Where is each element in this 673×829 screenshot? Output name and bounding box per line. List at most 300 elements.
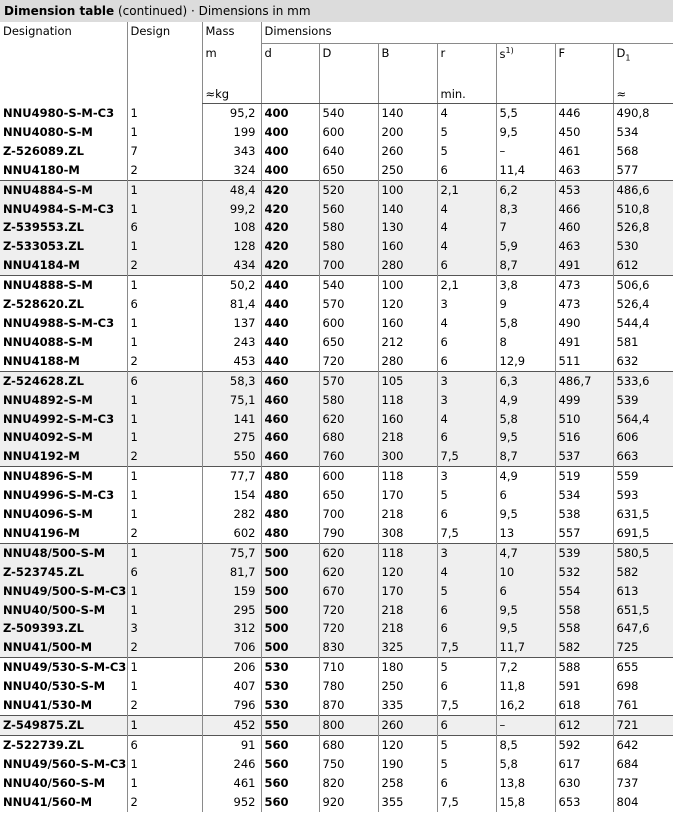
cell-F: 473 [555,276,613,295]
cell-d: 560 [261,735,319,754]
header-mass-sub [202,44,261,104]
table-row [0,256,673,275]
cell-F: 591 [555,677,613,696]
cell-B: 120 [378,295,437,314]
cell-design: 2 [127,447,202,466]
cell-d: 460 [261,428,319,447]
table-row [0,716,673,736]
header-dimensions: Dimensions [261,22,673,44]
cell-s: 8,7 [496,447,555,466]
cell-B: 105 [378,371,437,390]
cell-s: 11,8 [496,677,555,696]
cell-D: 720 [319,601,378,620]
cell-F: 463 [555,237,613,256]
cell-D: 750 [319,755,378,774]
cell-B: 160 [378,237,437,256]
cell-designation: NNU4180-M [0,161,127,180]
cell-B: 212 [378,333,437,352]
cell-s: 4,9 [496,391,555,410]
header-D1 [613,44,673,104]
cell-D: 570 [319,295,378,314]
cell-D1: 582 [613,563,673,582]
cell-designation: NNU49/560-S-M-C3 [0,755,127,774]
cell-F: 557 [555,524,613,543]
cell-designation: NNU48/500-S-M [0,543,127,562]
cell-r: 5 [437,486,496,505]
cell-s: 9,5 [496,428,555,447]
table-row [0,428,673,447]
cell-D1: 647,6 [613,619,673,638]
cell-D: 790 [319,524,378,543]
cell-B: 140 [378,200,437,219]
cell-r: 7,5 [437,447,496,466]
cell-designation: NNU4980-S-M-C3 [0,104,127,123]
cell-r: 6 [437,256,496,275]
cell-s: 5,8 [496,755,555,774]
cell-B: 250 [378,161,437,180]
header-r-label: r [440,46,446,60]
cell-design: 1 [127,237,202,256]
cell-designation: NNU4896-S-M [0,467,127,486]
cell-s: 8 [496,333,555,352]
header-mass: Mass [202,22,261,44]
table-row [0,333,673,352]
cell-D1: 577 [613,161,673,180]
table-row [0,658,673,677]
cell-design: 1 [127,467,202,486]
cell-F: 618 [555,696,613,715]
cell-mass: 434 [202,256,261,275]
cell-s: 7,2 [496,658,555,677]
cell-design: 1 [127,658,202,677]
cell-d: 480 [261,486,319,505]
cell-designation: Z-509393.ZL [0,619,127,638]
table-row [0,391,673,410]
cell-r: 4 [437,314,496,333]
cell-designation: NNU4996-S-M-C3 [0,486,127,505]
cell-r: 7,5 [437,638,496,657]
cell-r: 6 [437,428,496,447]
header-D [319,44,378,104]
cell-D1: 506,6 [613,276,673,295]
cell-designation: NNU40/530-S-M [0,677,127,696]
cell-designation: NNU4092-S-M [0,428,127,447]
cell-F: 558 [555,619,613,638]
cell-D1: 612 [613,256,673,275]
cell-design: 1 [127,314,202,333]
table-row [0,314,673,333]
cell-designation: Z-528620.ZL [0,295,127,314]
cell-F: 558 [555,601,613,620]
cell-r: 6 [437,352,496,371]
cell-B: 218 [378,428,437,447]
cell-F: 491 [555,256,613,275]
cell-design: 1 [127,543,202,562]
cell-design: 2 [127,696,202,715]
cell-d: 420 [261,218,319,237]
cell-D1: 490,8 [613,104,673,123]
cell-D1: 663 [613,447,673,466]
cell-d: 460 [261,371,319,390]
cell-r: 4 [437,218,496,237]
cell-design: 6 [127,371,202,390]
cell-d: 480 [261,505,319,524]
cell-design: 7 [127,142,202,161]
cell-mass: 108 [202,218,261,237]
cell-design: 1 [127,123,202,142]
cell-d: 500 [261,601,319,620]
cell-d: 480 [261,524,319,543]
cell-D: 620 [319,410,378,429]
cell-designation: NNU4992-S-M-C3 [0,410,127,429]
cell-B: 100 [378,180,437,199]
cell-designation: NNU4984-S-M-C3 [0,200,127,219]
cell-B: 120 [378,735,437,754]
cell-D1: 804 [613,793,673,812]
cell-mass: 81,4 [202,295,261,314]
cell-F: 519 [555,467,613,486]
cell-mass: 453 [202,352,261,371]
table-title [0,0,673,22]
cell-design: 6 [127,735,202,754]
cell-D: 720 [319,619,378,638]
table-row [0,123,673,142]
header-B [378,44,437,104]
cell-design: 1 [127,333,202,352]
table-row [0,601,673,620]
cell-B: 280 [378,352,437,371]
cell-design: 2 [127,524,202,543]
cell-mass: 295 [202,601,261,620]
cell-mass: 75,1 [202,391,261,410]
cell-mass: 246 [202,755,261,774]
cell-r: 6 [437,716,496,736]
cell-D: 700 [319,505,378,524]
header-designation: Designation [3,24,72,38]
cell-r: 3 [437,391,496,410]
cell-mass: 48,4 [202,180,261,199]
dimension-table [0,22,673,812]
cell-s: 12,9 [496,352,555,371]
cell-d: 440 [261,333,319,352]
table-title-rest: (continued) · Dimensions in mm [114,4,311,18]
cell-D1: 642 [613,735,673,754]
cell-design: 2 [127,352,202,371]
cell-D: 540 [319,104,378,123]
header-r [437,44,496,104]
cell-D: 780 [319,677,378,696]
table-row [0,237,673,256]
table-row [0,295,673,314]
table-row [0,735,673,754]
cell-s: – [496,716,555,736]
cell-D: 650 [319,161,378,180]
cell-designation: Z-526089.ZL [0,142,127,161]
cell-r: 5 [437,658,496,677]
table-row [0,543,673,562]
cell-B: 118 [378,543,437,562]
table-body [0,104,673,812]
header-s-symbol: s [499,46,506,61]
table-row [0,582,673,601]
cell-s: 3,8 [496,276,555,295]
cell-designation: NNU41/530-M [0,696,127,715]
cell-mass: 50,2 [202,276,261,295]
table-row [0,104,673,123]
cell-r: 3 [437,371,496,390]
cell-D1: 606 [613,428,673,447]
cell-D: 670 [319,582,378,601]
cell-designation: Z-523745.ZL [0,563,127,582]
cell-F: 450 [555,123,613,142]
table-row [0,371,673,390]
cell-design: 1 [127,410,202,429]
cell-mass: 343 [202,142,261,161]
table-row [0,563,673,582]
cell-D1: 526,4 [613,295,673,314]
cell-designation: NNU49/530-S-M-C3 [0,658,127,677]
cell-design: 1 [127,104,202,123]
cell-D: 620 [319,563,378,582]
table-row [0,793,673,812]
cell-D1: 510,8 [613,200,673,219]
cell-s: 8,7 [496,256,555,275]
cell-r: 6 [437,161,496,180]
cell-designation: NNU4988-S-M-C3 [0,314,127,333]
table-row [0,677,673,696]
cell-s: 4,9 [496,467,555,486]
header-F-label: F [558,46,566,60]
cell-d: 460 [261,410,319,429]
cell-design: 1 [127,200,202,219]
cell-D1: 631,5 [613,505,673,524]
cell-D: 520 [319,180,378,199]
cell-D: 540 [319,276,378,295]
cell-D1: 559 [613,467,673,486]
cell-mass: 282 [202,505,261,524]
header-D1-symbol: D [616,46,626,60]
cell-B: 335 [378,696,437,715]
cell-design: 6 [127,295,202,314]
cell-design: 1 [127,180,202,199]
cell-mass: 81,7 [202,563,261,582]
cell-mass: 796 [202,696,261,715]
cell-designation: NNU49/500-S-M-C3 [0,582,127,601]
cell-B: 308 [378,524,437,543]
cell-B: 120 [378,563,437,582]
cell-s: 5,8 [496,410,555,429]
cell-D1: 564,4 [613,410,673,429]
cell-B: 170 [378,486,437,505]
cell-D1: 526,8 [613,218,673,237]
cell-mass: 275 [202,428,261,447]
table-row [0,410,673,429]
cell-B: 118 [378,467,437,486]
cell-mass: 91 [202,735,261,754]
cell-D1: 613 [613,582,673,601]
cell-designation: NNU4196-M [0,524,127,543]
cell-r: 6 [437,619,496,638]
cell-d: 420 [261,180,319,199]
table-row [0,276,673,295]
cell-B: 118 [378,391,437,410]
cell-s: 9,5 [496,601,555,620]
cell-r: 6 [437,601,496,620]
cell-D: 580 [319,218,378,237]
cell-mass: 141 [202,410,261,429]
cell-B: 200 [378,123,437,142]
cell-D1: 581 [613,333,673,352]
cell-d: 440 [261,276,319,295]
cell-design: 2 [127,638,202,657]
cell-d: 500 [261,619,319,638]
cell-design: 1 [127,716,202,736]
cell-r: 6 [437,677,496,696]
cell-s: 9,5 [496,619,555,638]
cell-r: 4 [437,104,496,123]
cell-d: 560 [261,755,319,774]
cell-B: 355 [378,793,437,812]
table-row [0,352,673,371]
cell-B: 160 [378,314,437,333]
cell-B: 190 [378,755,437,774]
cell-D1: 580,5 [613,543,673,562]
cell-design: 2 [127,793,202,812]
cell-D: 580 [319,391,378,410]
cell-s: 11,4 [496,161,555,180]
cell-F: 461 [555,142,613,161]
cell-B: 180 [378,658,437,677]
cell-D1: 725 [613,638,673,657]
cell-mass: 77,7 [202,467,261,486]
cell-r: 5 [437,735,496,754]
cell-F: 538 [555,505,613,524]
cell-d: 530 [261,658,319,677]
cell-s: 8,3 [496,200,555,219]
cell-r: 4 [437,410,496,429]
table-row [0,161,673,180]
cell-D1: 721 [613,716,673,736]
cell-mass: 452 [202,716,261,736]
cell-D: 800 [319,716,378,736]
cell-designation: NNU4888-S-M [0,276,127,295]
cell-D: 580 [319,237,378,256]
cell-r: 5 [437,582,496,601]
cell-design: 1 [127,601,202,620]
cell-s: 11,7 [496,638,555,657]
header-F [555,44,613,104]
cell-D: 760 [319,447,378,466]
cell-F: 453 [555,180,613,199]
cell-F: 588 [555,658,613,677]
cell-design: 1 [127,582,202,601]
cell-F: 630 [555,774,613,793]
cell-D: 650 [319,333,378,352]
cell-s: 4,7 [496,543,555,562]
cell-D: 830 [319,638,378,657]
cell-r: 3 [437,543,496,562]
cell-D: 710 [319,658,378,677]
table-row [0,755,673,774]
cell-r: 5 [437,755,496,774]
cell-B: 218 [378,619,437,638]
cell-F: 490 [555,314,613,333]
cell-mass: 206 [202,658,261,677]
cell-designation: NNU40/500-S-M [0,601,127,620]
cell-mass: 324 [202,161,261,180]
cell-F: 592 [555,735,613,754]
cell-D: 570 [319,371,378,390]
cell-s: 13 [496,524,555,543]
table-row [0,467,673,486]
cell-F: 539 [555,543,613,562]
cell-r: 3 [437,467,496,486]
header-d [261,44,319,104]
cell-B: 170 [378,582,437,601]
cell-d: 420 [261,200,319,219]
cell-mass: 99,2 [202,200,261,219]
cell-B: 258 [378,774,437,793]
cell-mass: 128 [202,237,261,256]
header-D1-subscript: 1 [625,53,631,63]
cell-d: 400 [261,142,319,161]
cell-designation: NNU4080-S-M [0,123,127,142]
cell-B: 260 [378,142,437,161]
cell-D: 700 [319,256,378,275]
cell-designation: NNU41/500-M [0,638,127,657]
cell-design: 1 [127,486,202,505]
table-row [0,200,673,219]
header-r-min: min. [440,87,466,101]
header-s [496,44,555,104]
cell-s: 9 [496,295,555,314]
cell-B: 218 [378,505,437,524]
cell-design: 6 [127,563,202,582]
cell-D1: 698 [613,677,673,696]
cell-D: 680 [319,735,378,754]
table-row [0,218,673,237]
header-mass-symbol: m [205,45,217,60]
cell-designation: NNU40/560-S-M [0,774,127,793]
cell-design: 1 [127,677,202,696]
cell-designation: NNU4892-S-M [0,391,127,410]
cell-D1: 530 [613,237,673,256]
header-D1-label [617,46,631,62]
cell-s: 6 [496,486,555,505]
header-D1-unit: ≈ [616,87,627,101]
header-D-label: D [322,46,332,60]
cell-F: 537 [555,447,613,466]
cell-s: 5,5 [496,104,555,123]
cell-F: 463 [555,161,613,180]
cell-r: 2,1 [437,276,496,295]
cell-d: 560 [261,793,319,812]
cell-D1: 655 [613,658,673,677]
cell-mass: 159 [202,582,261,601]
cell-d: 440 [261,352,319,371]
cell-D: 680 [319,428,378,447]
header-s-footnote: 1) [505,46,514,55]
cell-designation: Z-533053.ZL [0,237,127,256]
table-row [0,505,673,524]
cell-d: 530 [261,677,319,696]
cell-F: 486,7 [555,371,613,390]
cell-s: 6,3 [496,371,555,390]
cell-d: 400 [261,104,319,123]
cell-s: 5,9 [496,237,555,256]
cell-mass: 58,3 [202,371,261,390]
table-row [0,180,673,199]
